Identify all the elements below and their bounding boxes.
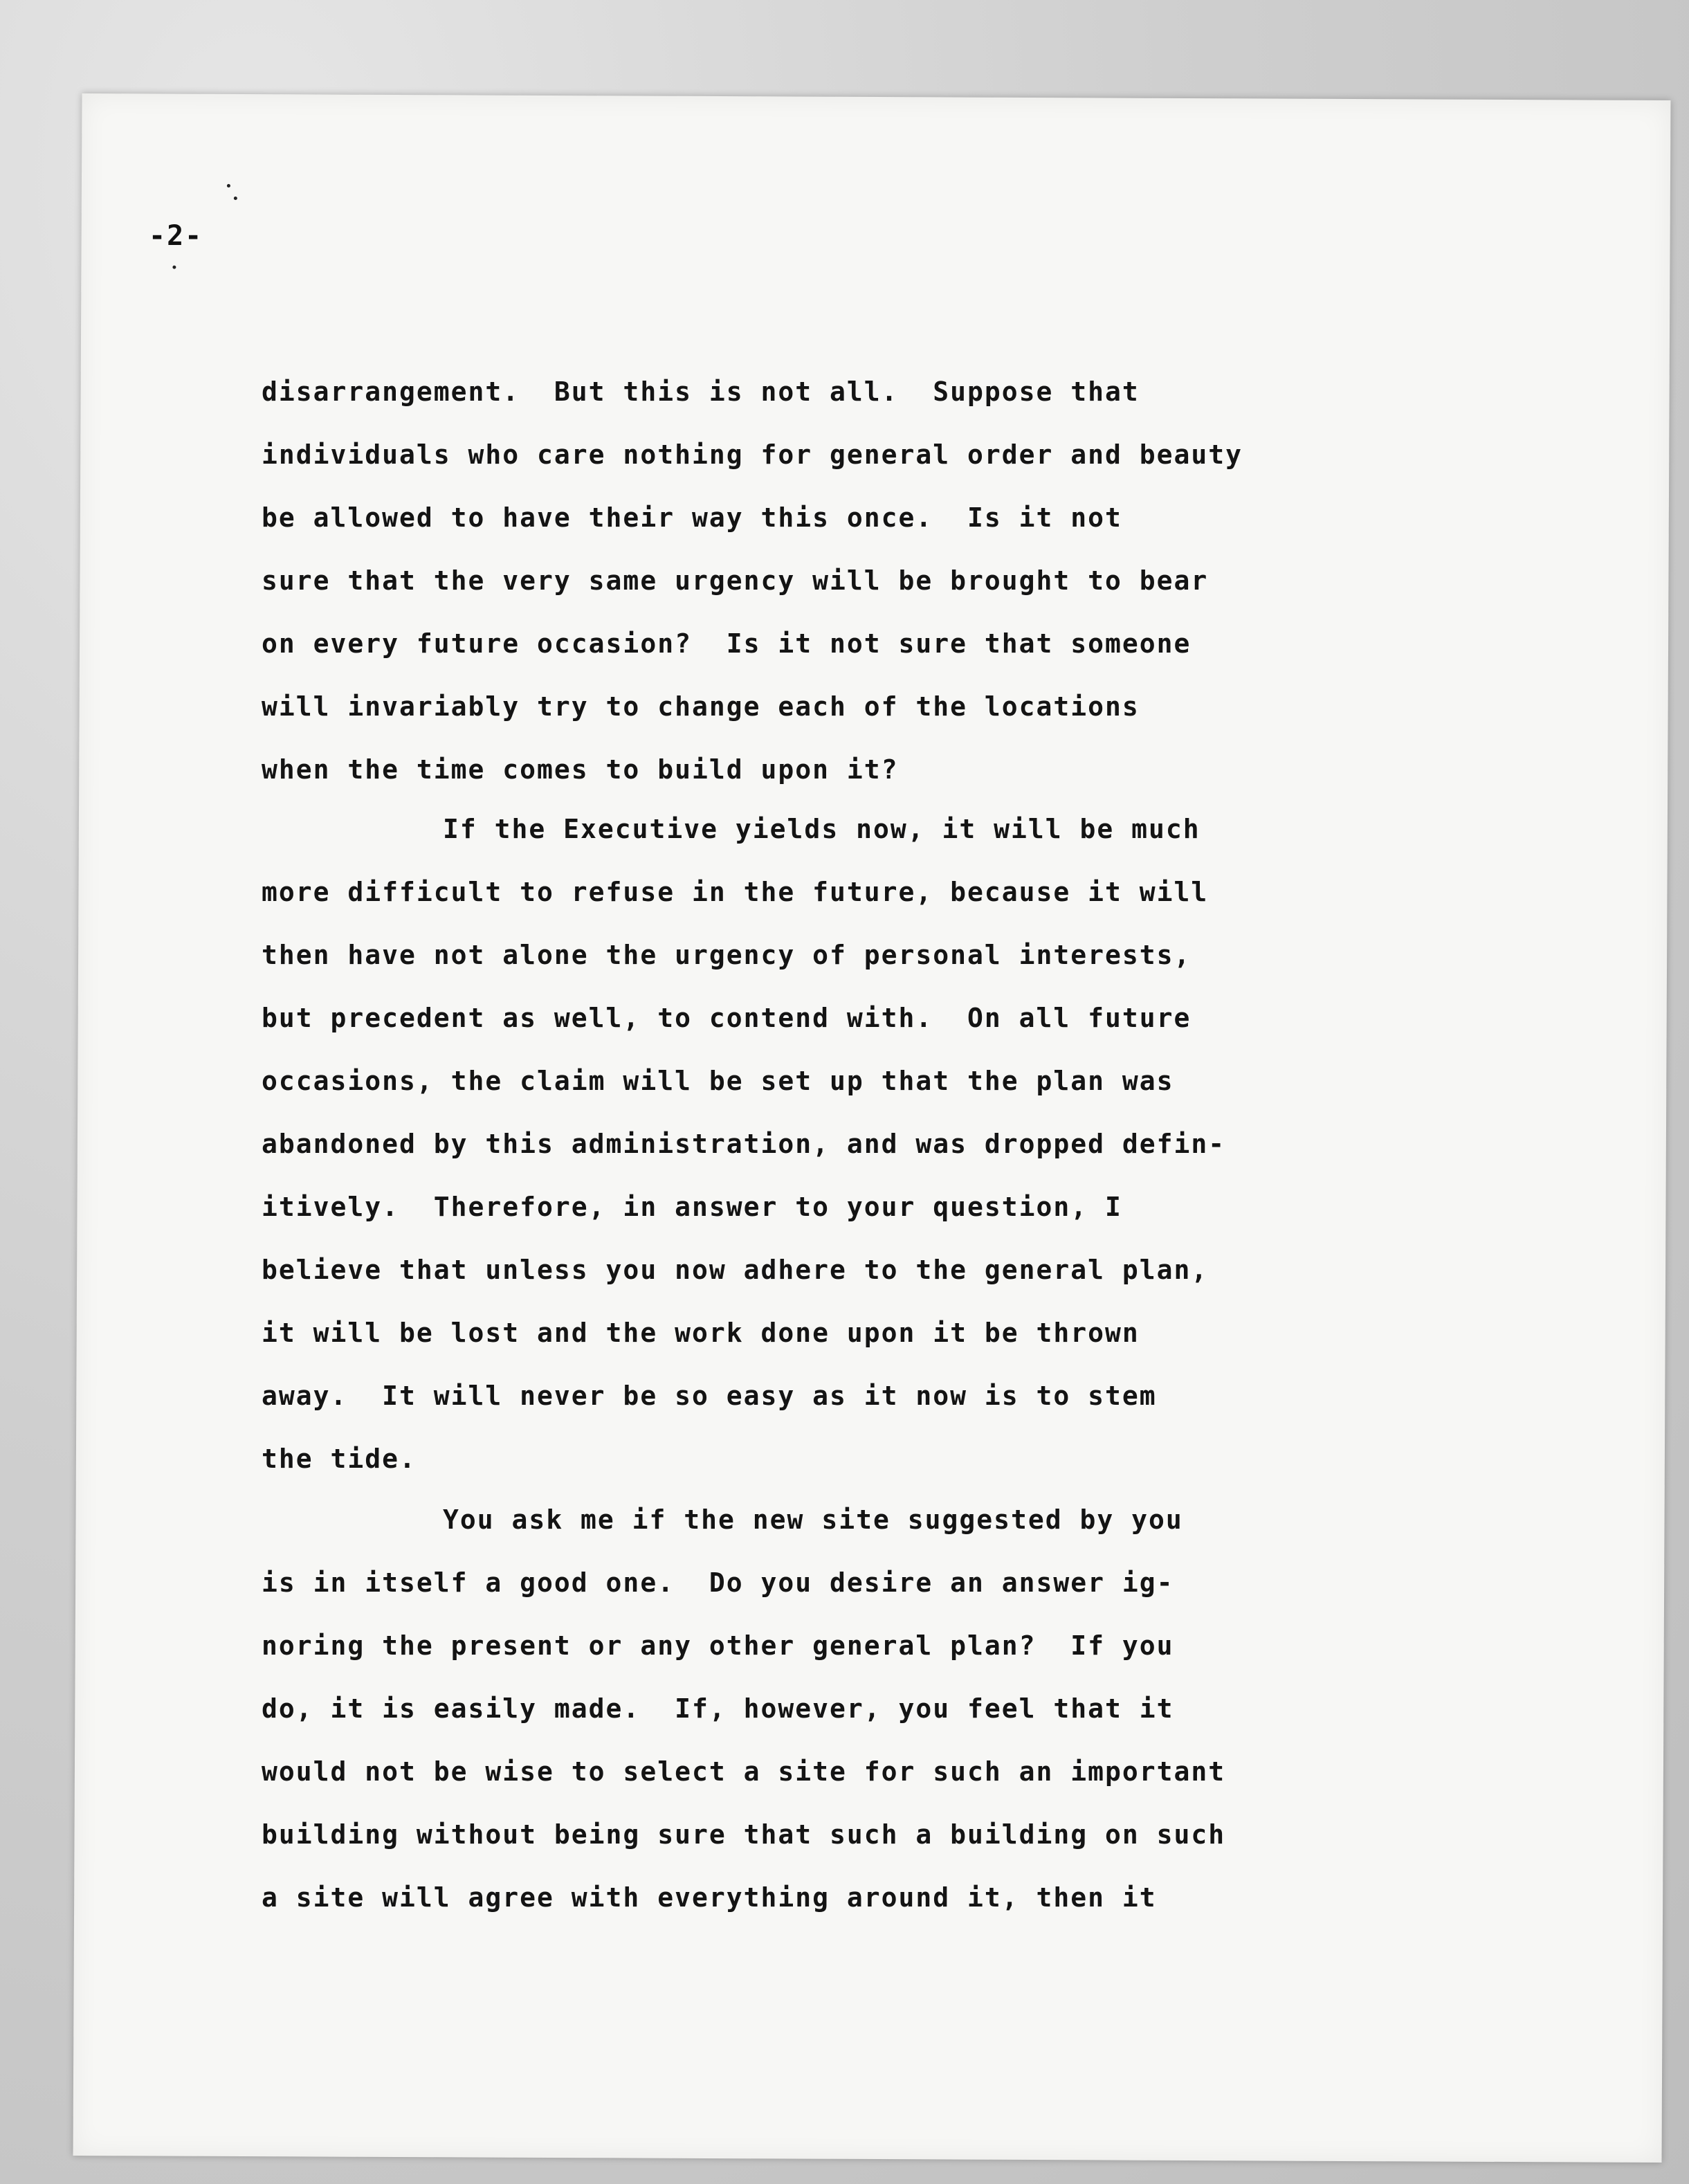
text-line-22: do, it is easily made. If, however, you feel that it xyxy=(262,1693,1174,1724)
text-line-14: itively. Therefore, in answer to your question, I xyxy=(262,1192,1122,1222)
text-line-5: on every future occasion? Is it not sure that someone xyxy=(262,628,1192,659)
text-line-2: individuals who care nothing for general order and beauty xyxy=(262,439,1243,470)
text-line-18: the tide. xyxy=(262,1444,417,1474)
text-line-1: disarrangement. But this is not all. Suppose that xyxy=(262,376,1140,407)
text-line-17: away. It will never be so easy as it now is to stem xyxy=(262,1381,1157,1411)
text-line-9: more difficult to refuse in the future, because it will xyxy=(262,877,1209,907)
text-line-16: it will be lost and the work done upon it be thrown xyxy=(262,1318,1140,1348)
text-line-21: noring the present or any other general plan? If you xyxy=(262,1630,1174,1661)
text-line-3: be allowed to have their way this once. Is it not xyxy=(262,502,1122,533)
text-line-20: is in itself a good one. Do you desire an answer ig- xyxy=(262,1567,1174,1598)
text-line-19: You ask me if the new site suggested by you xyxy=(443,1504,1183,1535)
text-line-15: believe that unless you now adhere to the general plan, xyxy=(262,1255,1209,1285)
text-line-24: building without being sure that such a building on such xyxy=(262,1819,1226,1850)
text-line-8: If the Executive yields now, it will be much xyxy=(443,814,1200,844)
text-line-11: but precedent as well, to contend with. On all future xyxy=(262,1003,1192,1033)
text-line-12: occasions, the claim will be set up that the plan was xyxy=(262,1066,1174,1096)
text-line-10: then have not alone the urgency of personal interests, xyxy=(262,940,1192,970)
text-line-25: a site will agree with everything around it, then it xyxy=(262,1882,1157,1913)
text-line-23: would not be wise to select a site for such an important xyxy=(262,1756,1226,1787)
text-line-7: when the time comes to build upon it? xyxy=(262,754,899,785)
page-number: -2- xyxy=(149,220,203,252)
text-line-4: sure that the very same urgency will be brought to bear xyxy=(262,565,1209,596)
text-line-13: abandoned by this administration, and was dropped defin- xyxy=(262,1129,1226,1159)
text-line-6: will invariably try to change each of the locations xyxy=(262,691,1140,722)
